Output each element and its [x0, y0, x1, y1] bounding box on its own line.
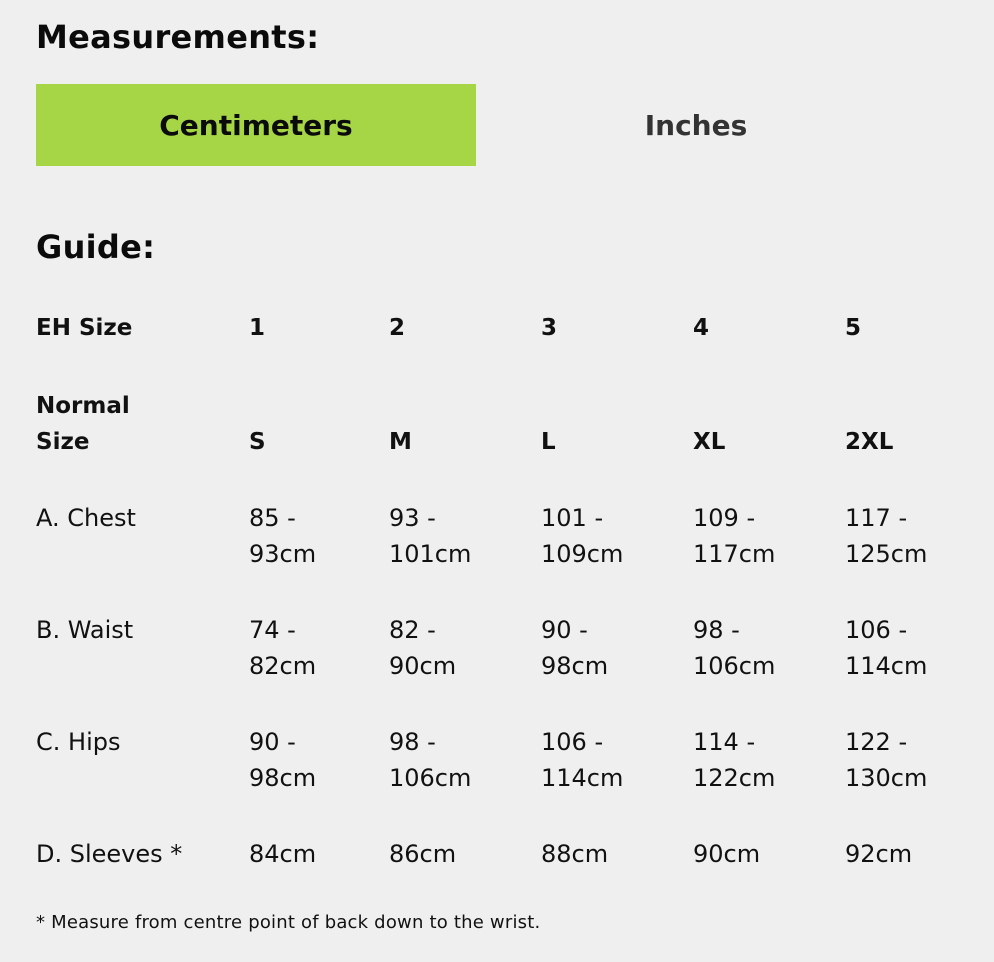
measurement-value: 117 - 125cm: [845, 504, 928, 568]
eh-size-row: [36, 310, 966, 350]
measurement-value: 88cm: [541, 840, 609, 868]
measurement-value: 93 - 101cm: [389, 504, 472, 568]
unit-tabs: [36, 84, 916, 166]
measurement-value: 82 - 90cm: [389, 616, 457, 680]
tab-inches[interactable]: Inches: [644, 108, 748, 142]
measurement-value: 92cm: [845, 840, 913, 868]
normal-size-value: S: [249, 429, 266, 455]
measurement-value: 98 - 106cm: [693, 616, 776, 680]
tab-centimeters[interactable]: Centimeters: [36, 84, 476, 166]
eh-size-value: 1: [249, 315, 266, 341]
measurement-value: 90cm: [693, 840, 761, 868]
normal-size-value: XL: [693, 429, 726, 455]
normal-size-value: L: [541, 429, 556, 455]
measurement-value: 106 - 114cm: [541, 728, 624, 792]
eh-size-label: EH Size: [36, 315, 133, 341]
measurement-value: 101 - 109cm: [541, 504, 624, 568]
measurements-heading: Measurements:: [36, 18, 320, 56]
table-row: [36, 836, 966, 912]
measurement-value: 98 - 106cm: [389, 728, 472, 792]
eh-size-value: 5: [845, 315, 862, 341]
guide-heading: Guide:: [36, 228, 156, 266]
measurement-label: B. Waist: [36, 616, 134, 644]
table-row: [36, 500, 966, 576]
measurement-value: 114 - 122cm: [693, 728, 776, 792]
normal-size-row: [36, 388, 966, 464]
size-guide-table: [36, 310, 966, 868]
normal-size-value: M: [389, 429, 412, 455]
normal-size-value: 2XL: [845, 429, 894, 455]
sleeve-footnote: * Measure from centre point of back down to the wrist.: [36, 912, 541, 933]
table-row: [36, 724, 966, 800]
measurement-value: 86cm: [389, 840, 457, 868]
measurement-value: 74 - 82cm: [249, 616, 317, 680]
measurement-value: 84cm: [249, 840, 317, 868]
eh-size-value: 4: [693, 315, 710, 341]
measurement-label: C. Hips: [36, 728, 121, 756]
measurement-value: 85 - 93cm: [249, 504, 317, 568]
measurement-label: A. Chest: [36, 504, 136, 532]
normal-size-label: Normal Size: [36, 393, 130, 455]
measurement-value: 122 - 130cm: [845, 728, 928, 792]
eh-size-value: 2: [389, 315, 406, 341]
measurement-value: 106 - 114cm: [845, 616, 928, 680]
measurement-value: 109 - 117cm: [693, 504, 776, 568]
measurement-value: 90 - 98cm: [541, 616, 609, 680]
eh-size-value: 3: [541, 315, 558, 341]
measurement-label: D. Sleeves *: [36, 840, 183, 868]
table-row: [36, 612, 966, 688]
measurement-value: 90 - 98cm: [249, 728, 317, 792]
